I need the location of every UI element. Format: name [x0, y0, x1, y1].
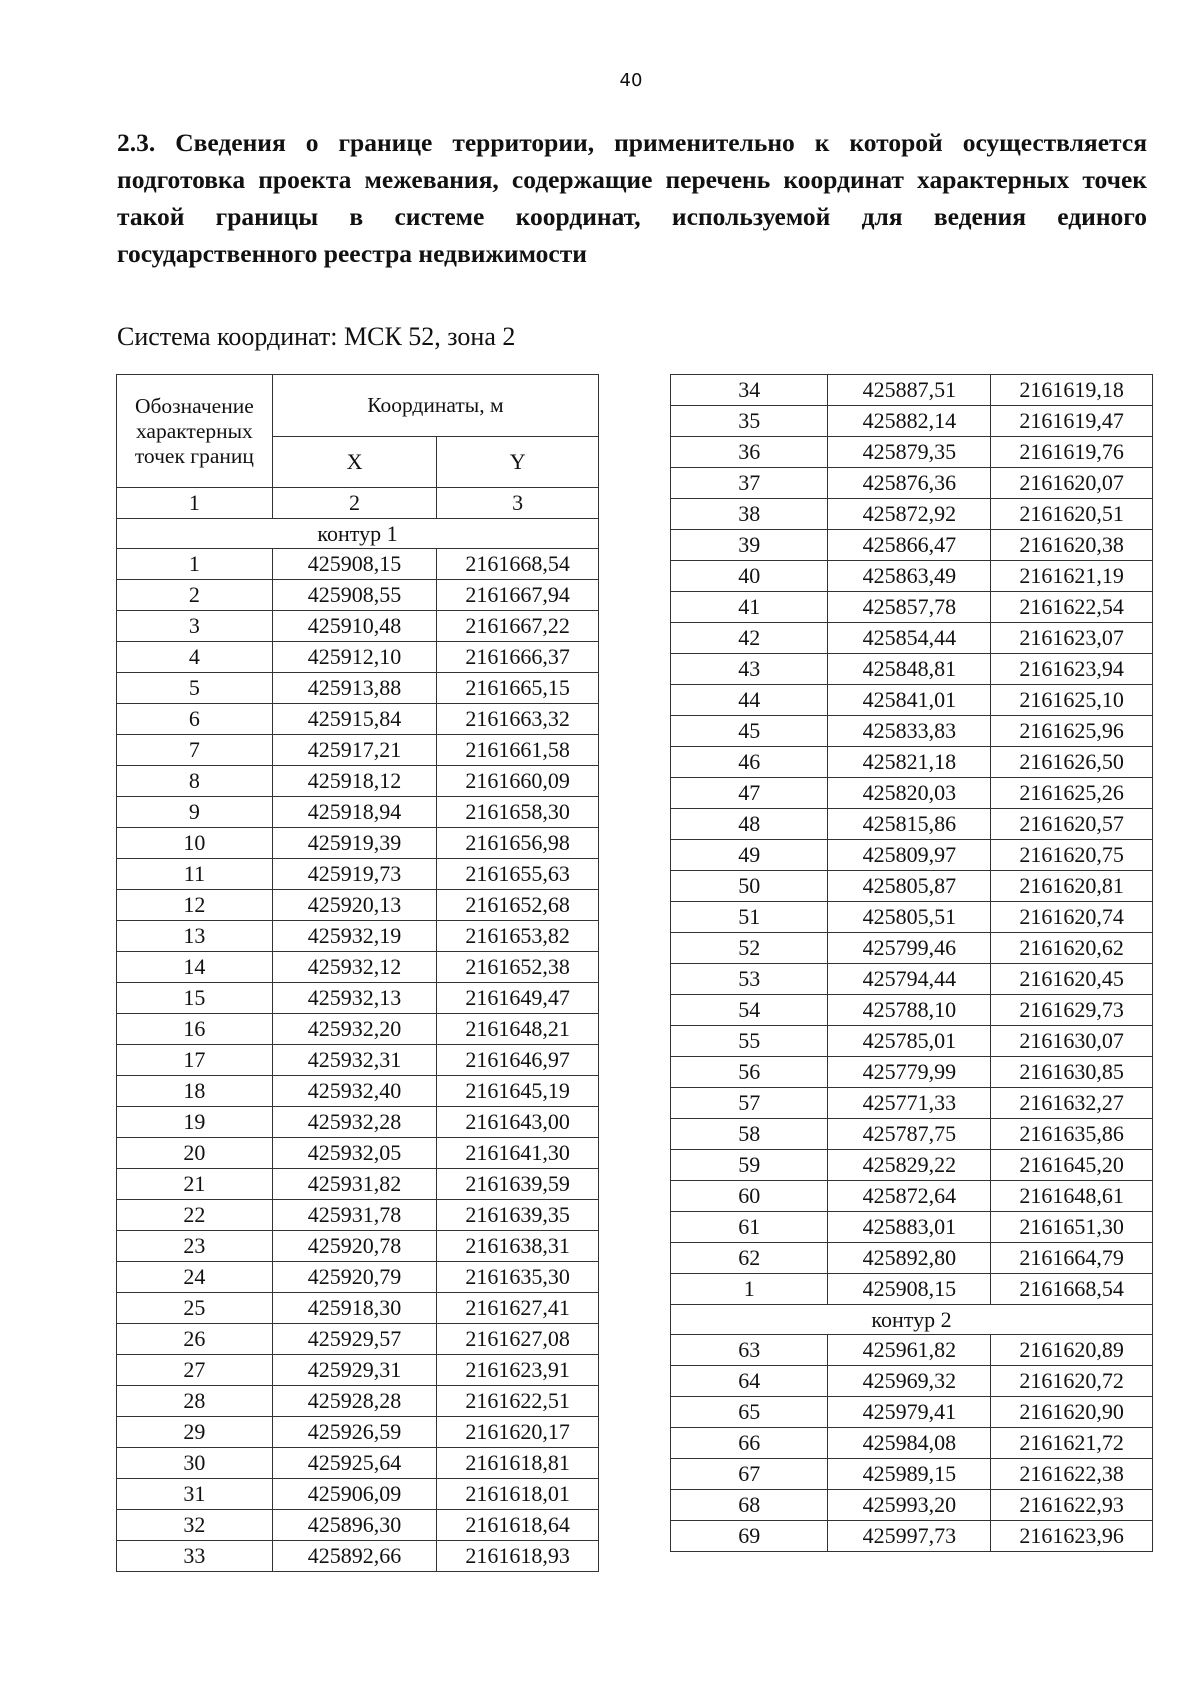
- y-coordinate-cell: 2161652,68: [437, 890, 599, 921]
- y-coordinate-cell: 2161626,50: [991, 747, 1153, 778]
- point-number-cell: 34: [671, 375, 828, 406]
- y-coordinate-cell: 2161625,96: [991, 716, 1153, 747]
- table-row: [671, 468, 1153, 499]
- x-coordinate-cell: 425920,13: [272, 890, 437, 921]
- x-coordinate-cell: 425787,75: [828, 1119, 991, 1150]
- y-coordinate-cell: 2161623,96: [991, 1521, 1153, 1552]
- header-y: Y: [437, 436, 599, 487]
- header-col-number: 3: [437, 488, 599, 519]
- table-row: [117, 1231, 599, 1262]
- x-coordinate-cell: 425929,57: [272, 1324, 437, 1355]
- point-number-cell: 57: [671, 1088, 828, 1119]
- x-coordinate-cell: 425788,10: [828, 995, 991, 1026]
- table-row: [117, 1107, 599, 1138]
- x-coordinate-cell: 425879,35: [828, 437, 991, 468]
- x-coordinate-cell: 425931,82: [272, 1169, 437, 1200]
- table-row: [671, 1119, 1153, 1150]
- x-coordinate-cell: 425876,36: [828, 468, 991, 499]
- x-coordinate-cell: 425833,83: [828, 716, 991, 747]
- point-number-cell: 49: [671, 840, 828, 871]
- point-number-cell: 11: [117, 859, 273, 890]
- table-body: [671, 1335, 1153, 1552]
- point-number-cell: 56: [671, 1057, 828, 1088]
- table-row: [671, 1521, 1153, 1552]
- table-row: [671, 623, 1153, 654]
- table-row: [117, 766, 599, 797]
- point-number-cell: 68: [671, 1490, 828, 1521]
- table-row: [117, 1417, 599, 1448]
- point-number-cell: 38: [671, 499, 828, 530]
- table-row: [117, 642, 599, 673]
- x-coordinate-cell: 425979,41: [828, 1397, 991, 1428]
- y-coordinate-cell: 2161620,51: [991, 499, 1153, 530]
- y-coordinate-cell: 2161648,61: [991, 1181, 1153, 1212]
- table-row: [117, 673, 599, 704]
- x-coordinate-cell: 425910,48: [272, 611, 437, 642]
- x-coordinate-cell: 425863,49: [828, 561, 991, 592]
- point-number-cell: 67: [671, 1459, 828, 1490]
- table-row: [671, 499, 1153, 530]
- point-number-cell: 41: [671, 592, 828, 623]
- point-number-cell: 42: [671, 623, 828, 654]
- y-coordinate-cell: 2161643,00: [437, 1107, 599, 1138]
- y-coordinate-cell: 2161667,22: [437, 611, 599, 642]
- x-coordinate-cell: 425932,13: [272, 983, 437, 1014]
- y-coordinate-cell: 2161618,01: [437, 1479, 599, 1510]
- point-number-cell: 26: [117, 1324, 273, 1355]
- point-number-cell: 30: [117, 1448, 273, 1479]
- point-number-cell: 32: [117, 1510, 273, 1541]
- table-row: [117, 1262, 599, 1293]
- x-coordinate-cell: 425809,97: [828, 840, 991, 871]
- table-row: [117, 611, 599, 642]
- table-row: [671, 592, 1153, 623]
- y-coordinate-cell: 2161635,86: [991, 1119, 1153, 1150]
- y-coordinate-cell: 2161646,97: [437, 1045, 599, 1076]
- x-coordinate-cell: 425908,55: [272, 580, 437, 611]
- y-coordinate-cell: 2161618,93: [437, 1541, 599, 1572]
- x-coordinate-cell: 425932,19: [272, 921, 437, 952]
- x-coordinate-cell: 425906,09: [272, 1479, 437, 1510]
- y-coordinate-cell: 2161627,41: [437, 1293, 599, 1324]
- point-number-cell: 62: [671, 1243, 828, 1274]
- y-coordinate-cell: 2161630,07: [991, 1026, 1153, 1057]
- x-coordinate-cell: 425872,64: [828, 1181, 991, 1212]
- x-coordinate-cell: 425932,31: [272, 1045, 437, 1076]
- point-number-cell: 64: [671, 1366, 828, 1397]
- table-row: [117, 859, 599, 890]
- x-coordinate-cell: 425912,10: [272, 642, 437, 673]
- x-coordinate-cell: 425805,87: [828, 871, 991, 902]
- y-coordinate-cell: 2161653,82: [437, 921, 599, 952]
- point-number-cell: 36: [671, 437, 828, 468]
- table-row: [117, 983, 599, 1014]
- coordinates-table-left: [116, 374, 599, 1572]
- x-coordinate-cell: 425848,81: [828, 654, 991, 685]
- point-number-cell: 23: [117, 1231, 273, 1262]
- point-number-cell: 16: [117, 1014, 273, 1045]
- point-number-cell: 52: [671, 933, 828, 964]
- point-number-cell: 28: [117, 1386, 273, 1417]
- point-number-cell: 19: [117, 1107, 273, 1138]
- y-coordinate-cell: 2161620,45: [991, 964, 1153, 995]
- point-number-cell: 35: [671, 406, 828, 437]
- y-coordinate-cell: 2161621,72: [991, 1428, 1153, 1459]
- point-number-cell: 10: [117, 828, 273, 859]
- x-coordinate-cell: 425805,51: [828, 902, 991, 933]
- table-row: [117, 1138, 599, 1169]
- table-row: [671, 809, 1153, 840]
- header-coordinates: Координаты, м: [272, 375, 598, 437]
- table-row: [671, 871, 1153, 902]
- y-coordinate-cell: 2161632,27: [991, 1088, 1153, 1119]
- table-row: [671, 561, 1153, 592]
- y-coordinate-cell: 2161658,30: [437, 797, 599, 828]
- x-coordinate-cell: 425857,78: [828, 592, 991, 623]
- table-row: [117, 1169, 599, 1200]
- point-number-cell: 18: [117, 1076, 273, 1107]
- table-row: [671, 406, 1153, 437]
- coordinates-table-right: [670, 374, 1153, 1552]
- x-coordinate-cell: 425989,15: [828, 1459, 991, 1490]
- x-coordinate-cell: 425932,12: [272, 952, 437, 983]
- table-row: [117, 1293, 599, 1324]
- table-row: [117, 828, 599, 859]
- table-row: [117, 1448, 599, 1479]
- x-coordinate-cell: 425931,78: [272, 1200, 437, 1231]
- y-coordinate-cell: 2161618,64: [437, 1510, 599, 1541]
- x-coordinate-cell: 425925,64: [272, 1448, 437, 1479]
- table-row: [671, 375, 1153, 406]
- y-coordinate-cell: 2161639,59: [437, 1169, 599, 1200]
- y-coordinate-cell: 2161623,91: [437, 1355, 599, 1386]
- x-coordinate-cell: 425932,40: [272, 1076, 437, 1107]
- x-coordinate-cell: 425932,28: [272, 1107, 437, 1138]
- point-number-cell: 24: [117, 1262, 273, 1293]
- table-row: [117, 704, 599, 735]
- y-coordinate-cell: 2161622,38: [991, 1459, 1153, 1490]
- y-coordinate-cell: 2161629,73: [991, 995, 1153, 1026]
- table-row: [671, 995, 1153, 1026]
- table-row: [671, 1459, 1153, 1490]
- y-coordinate-cell: 2161635,30: [437, 1262, 599, 1293]
- point-number-cell: 59: [671, 1150, 828, 1181]
- x-coordinate-cell: 425919,73: [272, 859, 437, 890]
- table-row: [117, 1479, 599, 1510]
- point-number-cell: 45: [671, 716, 828, 747]
- y-coordinate-cell: 2161666,37: [437, 642, 599, 673]
- point-number-cell: 39: [671, 530, 828, 561]
- point-number-cell: 17: [117, 1045, 273, 1076]
- y-coordinate-cell: 2161620,72: [991, 1366, 1153, 1397]
- point-number-cell: 3: [117, 611, 273, 642]
- point-number-cell: 15: [117, 983, 273, 1014]
- y-coordinate-cell: 2161621,19: [991, 561, 1153, 592]
- point-number-cell: 53: [671, 964, 828, 995]
- y-coordinate-cell: 2161620,07: [991, 468, 1153, 499]
- x-coordinate-cell: 425918,30: [272, 1293, 437, 1324]
- x-coordinate-cell: 425932,05: [272, 1138, 437, 1169]
- y-coordinate-cell: 2161627,08: [437, 1324, 599, 1355]
- y-coordinate-cell: 2161619,47: [991, 406, 1153, 437]
- table-row: [671, 747, 1153, 778]
- y-coordinate-cell: 2161619,18: [991, 375, 1153, 406]
- table-row: [671, 933, 1153, 964]
- y-coordinate-cell: 2161656,98: [437, 828, 599, 859]
- point-number-cell: 21: [117, 1169, 273, 1200]
- y-coordinate-cell: 2161620,89: [991, 1335, 1153, 1366]
- point-number-cell: 6: [117, 704, 273, 735]
- point-number-cell: 48: [671, 809, 828, 840]
- point-number-cell: 29: [117, 1417, 273, 1448]
- y-coordinate-cell: 2161660,09: [437, 766, 599, 797]
- x-coordinate-cell: 425841,01: [828, 685, 991, 716]
- y-coordinate-cell: 2161663,32: [437, 704, 599, 735]
- table-row: [117, 1541, 599, 1572]
- table-row: [671, 964, 1153, 995]
- x-coordinate-cell: 425892,80: [828, 1243, 991, 1274]
- y-coordinate-cell: 2161649,47: [437, 983, 599, 1014]
- y-coordinate-cell: 2161620,62: [991, 933, 1153, 964]
- table-row: [117, 1076, 599, 1107]
- point-number-cell: 27: [117, 1355, 273, 1386]
- y-coordinate-cell: 2161620,57: [991, 809, 1153, 840]
- y-coordinate-cell: 2161665,15: [437, 673, 599, 704]
- x-coordinate-cell: 425908,15: [272, 549, 437, 580]
- point-number-cell: 65: [671, 1397, 828, 1428]
- table-row: [117, 735, 599, 766]
- table-row: [117, 1386, 599, 1417]
- point-number-cell: 69: [671, 1521, 828, 1552]
- x-coordinate-cell: 425908,15: [828, 1274, 991, 1305]
- point-number-cell: 1: [117, 549, 273, 580]
- x-coordinate-cell: 425915,84: [272, 704, 437, 735]
- x-coordinate-cell: 425882,14: [828, 406, 991, 437]
- table-row: [671, 1057, 1153, 1088]
- point-number-cell: 31: [117, 1479, 273, 1510]
- point-number-cell: 54: [671, 995, 828, 1026]
- point-number-cell: 1: [671, 1274, 828, 1305]
- y-coordinate-cell: 2161625,26: [991, 778, 1153, 809]
- x-coordinate-cell: 425920,78: [272, 1231, 437, 1262]
- point-number-cell: 58: [671, 1119, 828, 1150]
- section-heading: 2.3. Сведения о границе территории, применительно к которой осуществляется подготовка проекта межевания, содержащие перечень координат характерных точек такой границы в системе координат, используемой для ведения единого государственного реестра недвижимости: [117, 128, 1147, 268]
- x-coordinate-cell: 425892,66: [272, 1541, 437, 1572]
- x-coordinate-cell: 425887,51: [828, 375, 991, 406]
- table-body: [117, 549, 599, 1572]
- x-coordinate-cell: 425918,12: [272, 766, 437, 797]
- contour-label: контур 1: [117, 519, 599, 549]
- y-coordinate-cell: 2161664,79: [991, 1243, 1153, 1274]
- x-coordinate-cell: 425820,03: [828, 778, 991, 809]
- point-number-cell: 22: [117, 1200, 273, 1231]
- y-coordinate-cell: 2161641,30: [437, 1138, 599, 1169]
- table-row: [671, 437, 1153, 468]
- y-coordinate-cell: 2161645,20: [991, 1150, 1153, 1181]
- table-row: [671, 1274, 1153, 1305]
- table-row: [671, 1026, 1153, 1057]
- y-coordinate-cell: 2161652,38: [437, 952, 599, 983]
- x-coordinate-cell: 425872,92: [828, 499, 991, 530]
- y-coordinate-cell: 2161620,81: [991, 871, 1153, 902]
- point-number-cell: 40: [671, 561, 828, 592]
- table-row: [117, 1045, 599, 1076]
- header-col-number: 2: [272, 488, 437, 519]
- point-number-cell: 9: [117, 797, 273, 828]
- point-number-cell: 63: [671, 1335, 828, 1366]
- point-number-cell: 13: [117, 921, 273, 952]
- x-coordinate-cell: 425866,47: [828, 530, 991, 561]
- point-number-cell: 61: [671, 1212, 828, 1243]
- y-coordinate-cell: 2161620,90: [991, 1397, 1153, 1428]
- header-col-number: 1: [117, 488, 273, 519]
- y-coordinate-cell: 2161667,94: [437, 580, 599, 611]
- table-row: [117, 921, 599, 952]
- y-coordinate-cell: 2161661,58: [437, 735, 599, 766]
- x-coordinate-cell: 425829,22: [828, 1150, 991, 1181]
- point-number-cell: 60: [671, 1181, 828, 1212]
- x-coordinate-cell: 425997,73: [828, 1521, 991, 1552]
- contour-label: контур 2: [671, 1305, 1153, 1335]
- table-row: [671, 716, 1153, 747]
- x-coordinate-cell: 425932,20: [272, 1014, 437, 1045]
- x-coordinate-cell: 425926,59: [272, 1417, 437, 1448]
- x-coordinate-cell: 425993,20: [828, 1490, 991, 1521]
- header-designation: Обозначение характерных точек границ: [117, 375, 273, 488]
- x-coordinate-cell: 425779,99: [828, 1057, 991, 1088]
- point-number-cell: 33: [117, 1541, 273, 1572]
- y-coordinate-cell: 2161620,74: [991, 902, 1153, 933]
- y-coordinate-cell: 2161638,31: [437, 1231, 599, 1262]
- x-coordinate-cell: 425896,30: [272, 1510, 437, 1541]
- y-coordinate-cell: 2161651,30: [991, 1212, 1153, 1243]
- point-number-cell: 43: [671, 654, 828, 685]
- x-coordinate-cell: 425913,88: [272, 673, 437, 704]
- x-coordinate-cell: 425928,28: [272, 1386, 437, 1417]
- point-number-cell: 66: [671, 1428, 828, 1459]
- y-coordinate-cell: 2161622,54: [991, 592, 1153, 623]
- table-row: [671, 1428, 1153, 1459]
- point-number-cell: 2: [117, 580, 273, 611]
- x-coordinate-cell: 425771,33: [828, 1088, 991, 1119]
- table-row: [671, 1181, 1153, 1212]
- y-coordinate-cell: 2161645,19: [437, 1076, 599, 1107]
- point-number-cell: 55: [671, 1026, 828, 1057]
- table-row: [671, 1490, 1153, 1521]
- x-coordinate-cell: 425799,46: [828, 933, 991, 964]
- table-row: [671, 1212, 1153, 1243]
- point-number-cell: 5: [117, 673, 273, 704]
- x-coordinate-cell: 425918,94: [272, 797, 437, 828]
- y-coordinate-cell: 2161620,17: [437, 1417, 599, 1448]
- table-row: [671, 1088, 1153, 1119]
- point-number-cell: 44: [671, 685, 828, 716]
- y-coordinate-cell: 2161623,07: [991, 623, 1153, 654]
- y-coordinate-cell: 2161620,75: [991, 840, 1153, 871]
- point-number-cell: 25: [117, 1293, 273, 1324]
- point-number-cell: 20: [117, 1138, 273, 1169]
- table-row: [117, 952, 599, 983]
- x-coordinate-cell: 425984,08: [828, 1428, 991, 1459]
- point-number-cell: 4: [117, 642, 273, 673]
- x-coordinate-cell: 425794,44: [828, 964, 991, 995]
- y-coordinate-cell: 2161623,94: [991, 654, 1153, 685]
- y-coordinate-cell: 2161622,51: [437, 1386, 599, 1417]
- y-coordinate-cell: 2161619,76: [991, 437, 1153, 468]
- coordinate-system-label: Система координат: МСК 52, зона 2: [117, 322, 516, 351]
- table-row: [671, 840, 1153, 871]
- x-coordinate-cell: 425929,31: [272, 1355, 437, 1386]
- table-row: [671, 902, 1153, 933]
- x-coordinate-cell: 425854,44: [828, 623, 991, 654]
- y-coordinate-cell: 2161668,54: [437, 549, 599, 580]
- table-row: [671, 530, 1153, 561]
- table-row: [117, 580, 599, 611]
- x-coordinate-cell: 425821,18: [828, 747, 991, 778]
- x-coordinate-cell: 425969,32: [828, 1366, 991, 1397]
- point-number-cell: 37: [671, 468, 828, 499]
- x-coordinate-cell: 425920,79: [272, 1262, 437, 1293]
- point-number-cell: 14: [117, 952, 273, 983]
- table-row: [671, 778, 1153, 809]
- table-row: [671, 1335, 1153, 1366]
- x-coordinate-cell: 425917,21: [272, 735, 437, 766]
- page-number: 40: [619, 70, 643, 91]
- y-coordinate-cell: 2161655,63: [437, 859, 599, 890]
- table-row: [117, 797, 599, 828]
- table-row: [671, 685, 1153, 716]
- x-coordinate-cell: 425815,86: [828, 809, 991, 840]
- table-row: [671, 1397, 1153, 1428]
- table-row: [671, 654, 1153, 685]
- point-number-cell: 12: [117, 890, 273, 921]
- table-row: [117, 1200, 599, 1231]
- y-coordinate-cell: 2161648,21: [437, 1014, 599, 1045]
- y-coordinate-cell: 2161630,85: [991, 1057, 1153, 1088]
- point-number-cell: 8: [117, 766, 273, 797]
- table-row: [117, 1510, 599, 1541]
- table-row: [117, 1324, 599, 1355]
- table-row: [671, 1243, 1153, 1274]
- point-number-cell: 47: [671, 778, 828, 809]
- point-number-cell: 50: [671, 871, 828, 902]
- point-number-cell: 51: [671, 902, 828, 933]
- x-coordinate-cell: 425919,39: [272, 828, 437, 859]
- point-number-cell: 7: [117, 735, 273, 766]
- table-row: [671, 1150, 1153, 1181]
- y-coordinate-cell: 2161618,81: [437, 1448, 599, 1479]
- point-number-cell: 46: [671, 747, 828, 778]
- y-coordinate-cell: 2161622,93: [991, 1490, 1153, 1521]
- table-row: [117, 890, 599, 921]
- x-coordinate-cell: 425883,01: [828, 1212, 991, 1243]
- table-row: [117, 1014, 599, 1045]
- table-row: [117, 549, 599, 580]
- x-coordinate-cell: 425785,01: [828, 1026, 991, 1057]
- x-coordinate-cell: 425961,82: [828, 1335, 991, 1366]
- table-row: [671, 1366, 1153, 1397]
- y-coordinate-cell: 2161620,38: [991, 530, 1153, 561]
- table-body: [671, 375, 1153, 1305]
- y-coordinate-cell: 2161639,35: [437, 1200, 599, 1231]
- header-x: X: [272, 436, 437, 487]
- table-row: [117, 1355, 599, 1386]
- y-coordinate-cell: 2161668,54: [991, 1274, 1153, 1305]
- y-coordinate-cell: 2161625,10: [991, 685, 1153, 716]
